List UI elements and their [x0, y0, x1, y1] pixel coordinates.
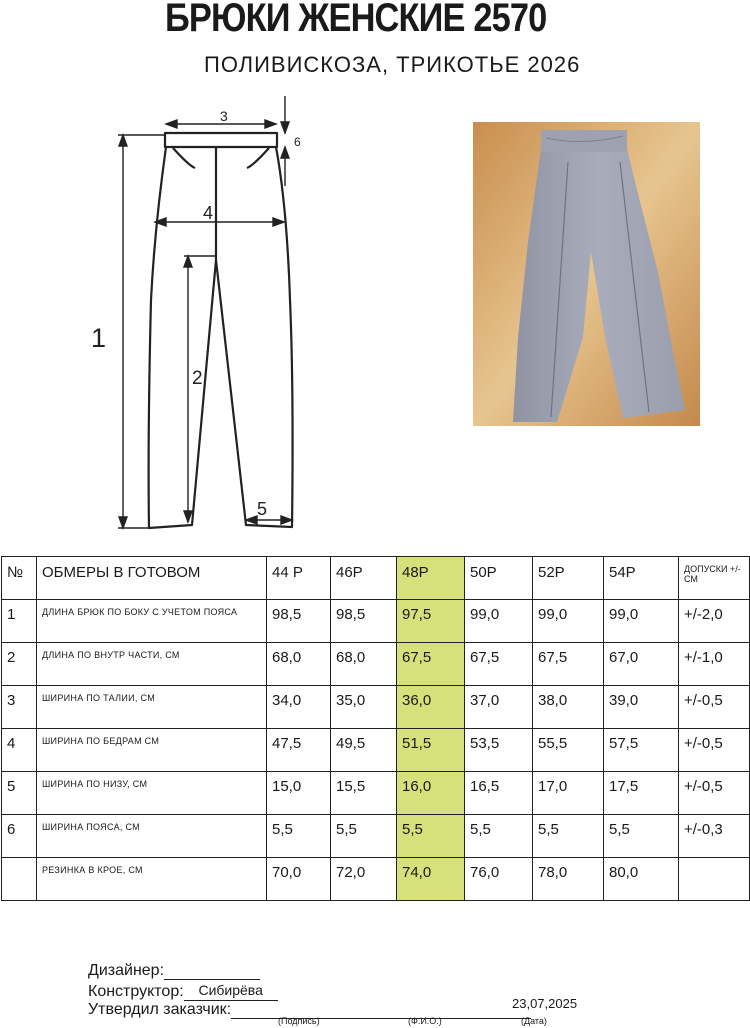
row-number: 2 — [2, 643, 37, 686]
measurements-table — [1, 556, 750, 901]
row-value-cell: 5,5 — [331, 815, 397, 858]
row-number: 4 — [2, 729, 37, 772]
document-title: БРЮКИ ЖЕНСКИЕ 2570 — [165, 0, 547, 40]
row-measurement-name: ШИРИНА ПО ТАЛИИ, СМ — [37, 686, 267, 729]
row-value-cell: 16,0 — [397, 772, 465, 815]
table-row — [2, 815, 750, 858]
row-tolerance: +/-0,5 — [679, 686, 750, 729]
row-tolerance: +/-0,5 — [679, 772, 750, 815]
table-row — [2, 600, 750, 643]
row-value-cell: 57,5 — [604, 729, 679, 772]
approved-label: Утвердил заказчик: — [88, 1001, 232, 1018]
row-value-cell: 70,0 — [267, 858, 331, 901]
row-value-cell: 37,0 — [465, 686, 533, 729]
row-value-cell: 98,5 — [267, 600, 331, 643]
row-measurement-name: ШИРИНА ПОЯСА, СМ — [37, 815, 267, 858]
row-measurement-name: ШИРИНА ПО БЕДРАМ СМ — [37, 729, 267, 772]
document-subtitle: ПОЛИВИСКОЗА, ТРИКОТЬЕ 2026 — [204, 52, 581, 77]
row-value-cell: 68,0 — [267, 643, 331, 686]
row-number: 5 — [2, 772, 37, 815]
row-tolerance: +/-0,3 — [679, 815, 750, 858]
row-value-cell: 5,5 — [465, 815, 533, 858]
constructor-line — [88, 982, 278, 1001]
table-row — [2, 729, 750, 772]
header-name: ОБМЕРЫ В ГОТОВОМ — [37, 557, 267, 600]
row-value-cell: 68,0 — [331, 643, 397, 686]
row-value-cell: 53,5 — [465, 729, 533, 772]
row-value-cell: 67,5 — [465, 643, 533, 686]
row-measurement-name: ДЛИНА БРЮК ПО БОКУ С УЧЕТОМ ПОЯСА — [37, 600, 267, 643]
approval-date: 23,07,2025 — [512, 996, 578, 1011]
label-5: 5 — [257, 499, 268, 519]
row-value-cell: 99,0 — [533, 600, 604, 643]
header-size-52: 52Р — [533, 557, 604, 600]
row-value-cell: 99,0 — [465, 600, 533, 643]
designer-label: Дизайнер: — [88, 962, 165, 979]
header-size-44: 44 Р — [267, 557, 331, 600]
row-value-cell: 97,5 — [397, 600, 465, 643]
table-row — [2, 643, 750, 686]
row-value-cell: 51,5 — [397, 729, 465, 772]
row-value-cell: 17,0 — [533, 772, 604, 815]
row-number — [2, 858, 37, 901]
designer-signature-field — [164, 979, 260, 980]
row-value-cell: 67,5 — [533, 643, 604, 686]
row-number: 1 — [2, 600, 37, 643]
row-value-cell: 38,0 — [533, 686, 604, 729]
row-value-cell: 5,5 — [604, 815, 679, 858]
row-value-cell: 5,5 — [397, 815, 465, 858]
row-value-cell: 76,0 — [465, 858, 533, 901]
row-value-cell: 80,0 — [604, 858, 679, 901]
table-header-row — [2, 557, 750, 600]
header-size-54: 54Р — [604, 557, 679, 600]
row-measurement-name: РЕЗИНКА В КРОЕ, СМ — [37, 858, 267, 901]
trousers-outline — [149, 147, 293, 528]
row-value-cell: 72,0 — [331, 858, 397, 901]
header-num: № — [2, 557, 37, 600]
table-row — [2, 686, 750, 729]
row-value-cell: 17,5 — [604, 772, 679, 815]
header-size-50: 50Р — [465, 557, 533, 600]
header-size-48: 48Р — [397, 557, 465, 600]
row-value-cell: 15,5 — [331, 772, 397, 815]
designer-line — [88, 962, 260, 980]
row-value-cell: 67,0 — [604, 643, 679, 686]
caption-fio: (Ф.И.О.) — [408, 1016, 442, 1026]
row-number: 3 — [2, 686, 37, 729]
row-number: 6 — [2, 815, 37, 858]
constructor-label: Конструктор: — [88, 983, 184, 1000]
row-tolerance: +/-0,5 — [679, 729, 750, 772]
row-value-cell: 36,0 — [397, 686, 465, 729]
row-tolerance: +/-2,0 — [679, 600, 750, 643]
row-value-cell: 39,0 — [604, 686, 679, 729]
row-value-cell: 35,0 — [331, 686, 397, 729]
label-1: 1 — [91, 323, 107, 353]
waistband-outline — [165, 133, 277, 147]
row-value-cell: 99,0 — [604, 600, 679, 643]
label-4: 4 — [203, 203, 214, 223]
row-tolerance: +/-1,0 — [679, 643, 750, 686]
row-value-cell: 98,5 — [331, 600, 397, 643]
row-value-cell: 34,0 — [267, 686, 331, 729]
constructor-name: Сибирёва — [198, 982, 263, 998]
row-value-cell: 5,5 — [533, 815, 604, 858]
row-value-cell: 74,0 — [397, 858, 465, 901]
caption-signature: (Подпись) — [278, 1016, 320, 1026]
row-tolerance — [679, 858, 750, 901]
header-size-46: 46Р — [331, 557, 397, 600]
row-value-cell: 16,5 — [465, 772, 533, 815]
table-row — [2, 858, 750, 901]
product-photo — [473, 122, 700, 426]
label-3: 3 — [220, 108, 228, 124]
row-value-cell: 15,0 — [267, 772, 331, 815]
right-pocket — [247, 148, 269, 168]
left-pocket — [173, 148, 195, 168]
header-tolerance: ДОПУСКИ +/- СМ — [679, 557, 750, 600]
row-value-cell: 67,5 — [397, 643, 465, 686]
row-measurement-name: ШИРИНА ПО НИЗУ, СМ — [37, 772, 267, 815]
row-value-cell: 5,5 — [267, 815, 331, 858]
label-6: 6 — [294, 135, 301, 149]
label-2: 2 — [192, 368, 203, 389]
approved-signature-field — [231, 1018, 531, 1019]
caption-date: (Дата) — [521, 1016, 547, 1026]
row-value-cell: 47,5 — [267, 729, 331, 772]
row-measurement-name: ДЛИНА ПО ВНУТР ЧАСТИ, СМ — [37, 643, 267, 686]
row-value-cell: 49,5 — [331, 729, 397, 772]
table-row — [2, 772, 750, 815]
trousers-sketch — [0, 90, 320, 540]
row-value-cell: 55,5 — [533, 729, 604, 772]
row-value-cell: 78,0 — [533, 858, 604, 901]
